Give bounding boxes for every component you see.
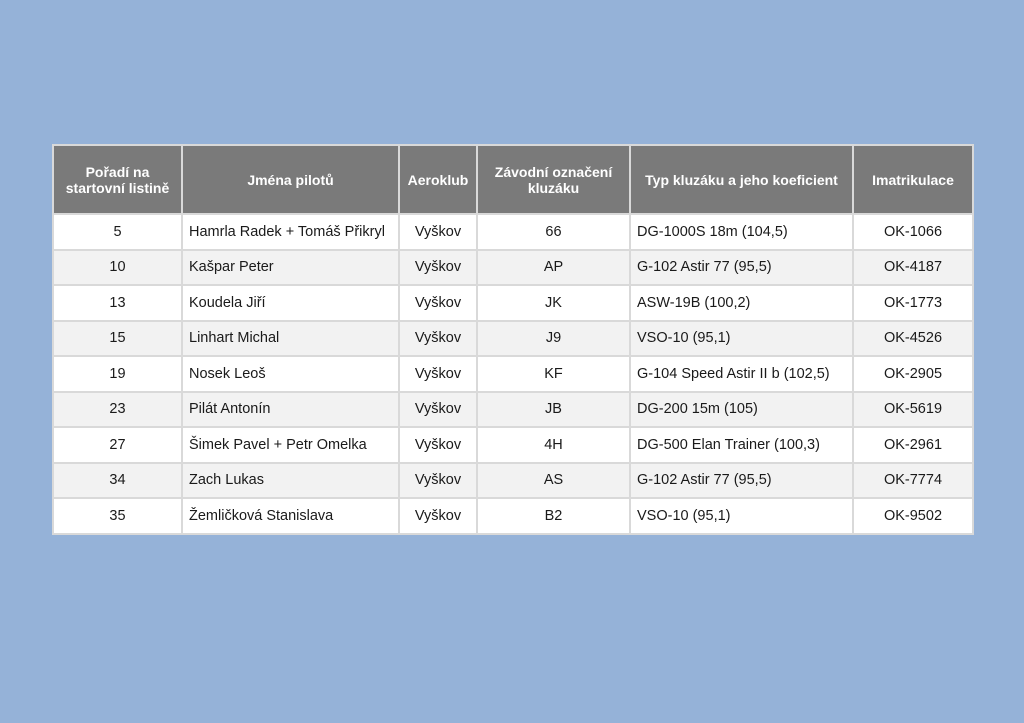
cell-type: VSO-10 (95,1)	[630, 321, 853, 357]
cell-code: AP	[477, 250, 630, 286]
cell-code: B2	[477, 498, 630, 534]
table-row	[53, 356, 973, 392]
header-code: Závodní označení kluzáku	[477, 145, 630, 214]
start-list-sheet	[52, 144, 972, 535]
cell-code: JB	[477, 392, 630, 428]
start-list-table	[52, 144, 974, 535]
cell-reg: OK-4526	[853, 321, 973, 357]
header-pilots: Jména pilotů	[182, 145, 399, 214]
table-body	[53, 214, 973, 534]
table-row	[53, 392, 973, 428]
cell-pilots: Žemličková Stanislava	[182, 498, 399, 534]
cell-pilots: Nosek Leoš	[182, 356, 399, 392]
cell-order: 23	[53, 392, 182, 428]
cell-type: DG-200 15m (105)	[630, 392, 853, 428]
table-row	[53, 214, 973, 250]
cell-club: Vyškov	[399, 214, 477, 250]
cell-reg: OK-2961	[853, 427, 973, 463]
cell-order: 19	[53, 356, 182, 392]
table-row	[53, 321, 973, 357]
cell-pilots: Zach Lukas	[182, 463, 399, 499]
header-type: Typ kluzáku a jeho koeficient	[630, 145, 853, 214]
cell-type: DG-500 Elan Trainer (100,3)	[630, 427, 853, 463]
cell-type: G-104 Speed Astir II b (102,5)	[630, 356, 853, 392]
cell-club: Vyškov	[399, 250, 477, 286]
cell-code: 66	[477, 214, 630, 250]
cell-code: KF	[477, 356, 630, 392]
cell-type: G-102 Astir 77 (95,5)	[630, 250, 853, 286]
cell-pilots: Hamrla Radek + Tomáš Přikryl	[182, 214, 399, 250]
cell-reg: OK-5619	[853, 392, 973, 428]
cell-code: 4H	[477, 427, 630, 463]
cell-reg: OK-7774	[853, 463, 973, 499]
cell-order: 27	[53, 427, 182, 463]
cell-pilots: Šimek Pavel + Petr Omelka	[182, 427, 399, 463]
cell-club: Vyškov	[399, 498, 477, 534]
cell-order: 10	[53, 250, 182, 286]
cell-pilots: Koudela Jiří	[182, 285, 399, 321]
cell-club: Vyškov	[399, 285, 477, 321]
cell-type: ASW-19B (100,2)	[630, 285, 853, 321]
cell-order: 35	[53, 498, 182, 534]
cell-reg: OK-1066	[853, 214, 973, 250]
cell-order: 13	[53, 285, 182, 321]
cell-reg: OK-9502	[853, 498, 973, 534]
cell-reg: OK-1773	[853, 285, 973, 321]
cell-reg: OK-4187	[853, 250, 973, 286]
header-reg: Imatrikulace	[853, 145, 973, 214]
table-row	[53, 250, 973, 286]
cell-code: JK	[477, 285, 630, 321]
cell-pilots: Pilát Antonín	[182, 392, 399, 428]
cell-club: Vyškov	[399, 427, 477, 463]
cell-club: Vyškov	[399, 321, 477, 357]
header-order: Pořadí na startovní listině	[53, 145, 182, 214]
cell-order: 34	[53, 463, 182, 499]
header-row	[53, 145, 973, 214]
cell-code: J9	[477, 321, 630, 357]
cell-order: 5	[53, 214, 182, 250]
table-row	[53, 498, 973, 534]
cell-type: DG-1000S 18m (104,5)	[630, 214, 853, 250]
cell-type: G-102 Astir 77 (95,5)	[630, 463, 853, 499]
cell-pilots: Kašpar Peter	[182, 250, 399, 286]
cell-code: AS	[477, 463, 630, 499]
cell-club: Vyškov	[399, 463, 477, 499]
table-row	[53, 463, 973, 499]
cell-reg: OK-2905	[853, 356, 973, 392]
cell-type: VSO-10 (95,1)	[630, 498, 853, 534]
cell-club: Vyškov	[399, 392, 477, 428]
cell-order: 15	[53, 321, 182, 357]
table-row	[53, 427, 973, 463]
cell-club: Vyškov	[399, 356, 477, 392]
table-row	[53, 285, 973, 321]
cell-pilots: Linhart Michal	[182, 321, 399, 357]
header-club: Aeroklub	[399, 145, 477, 214]
